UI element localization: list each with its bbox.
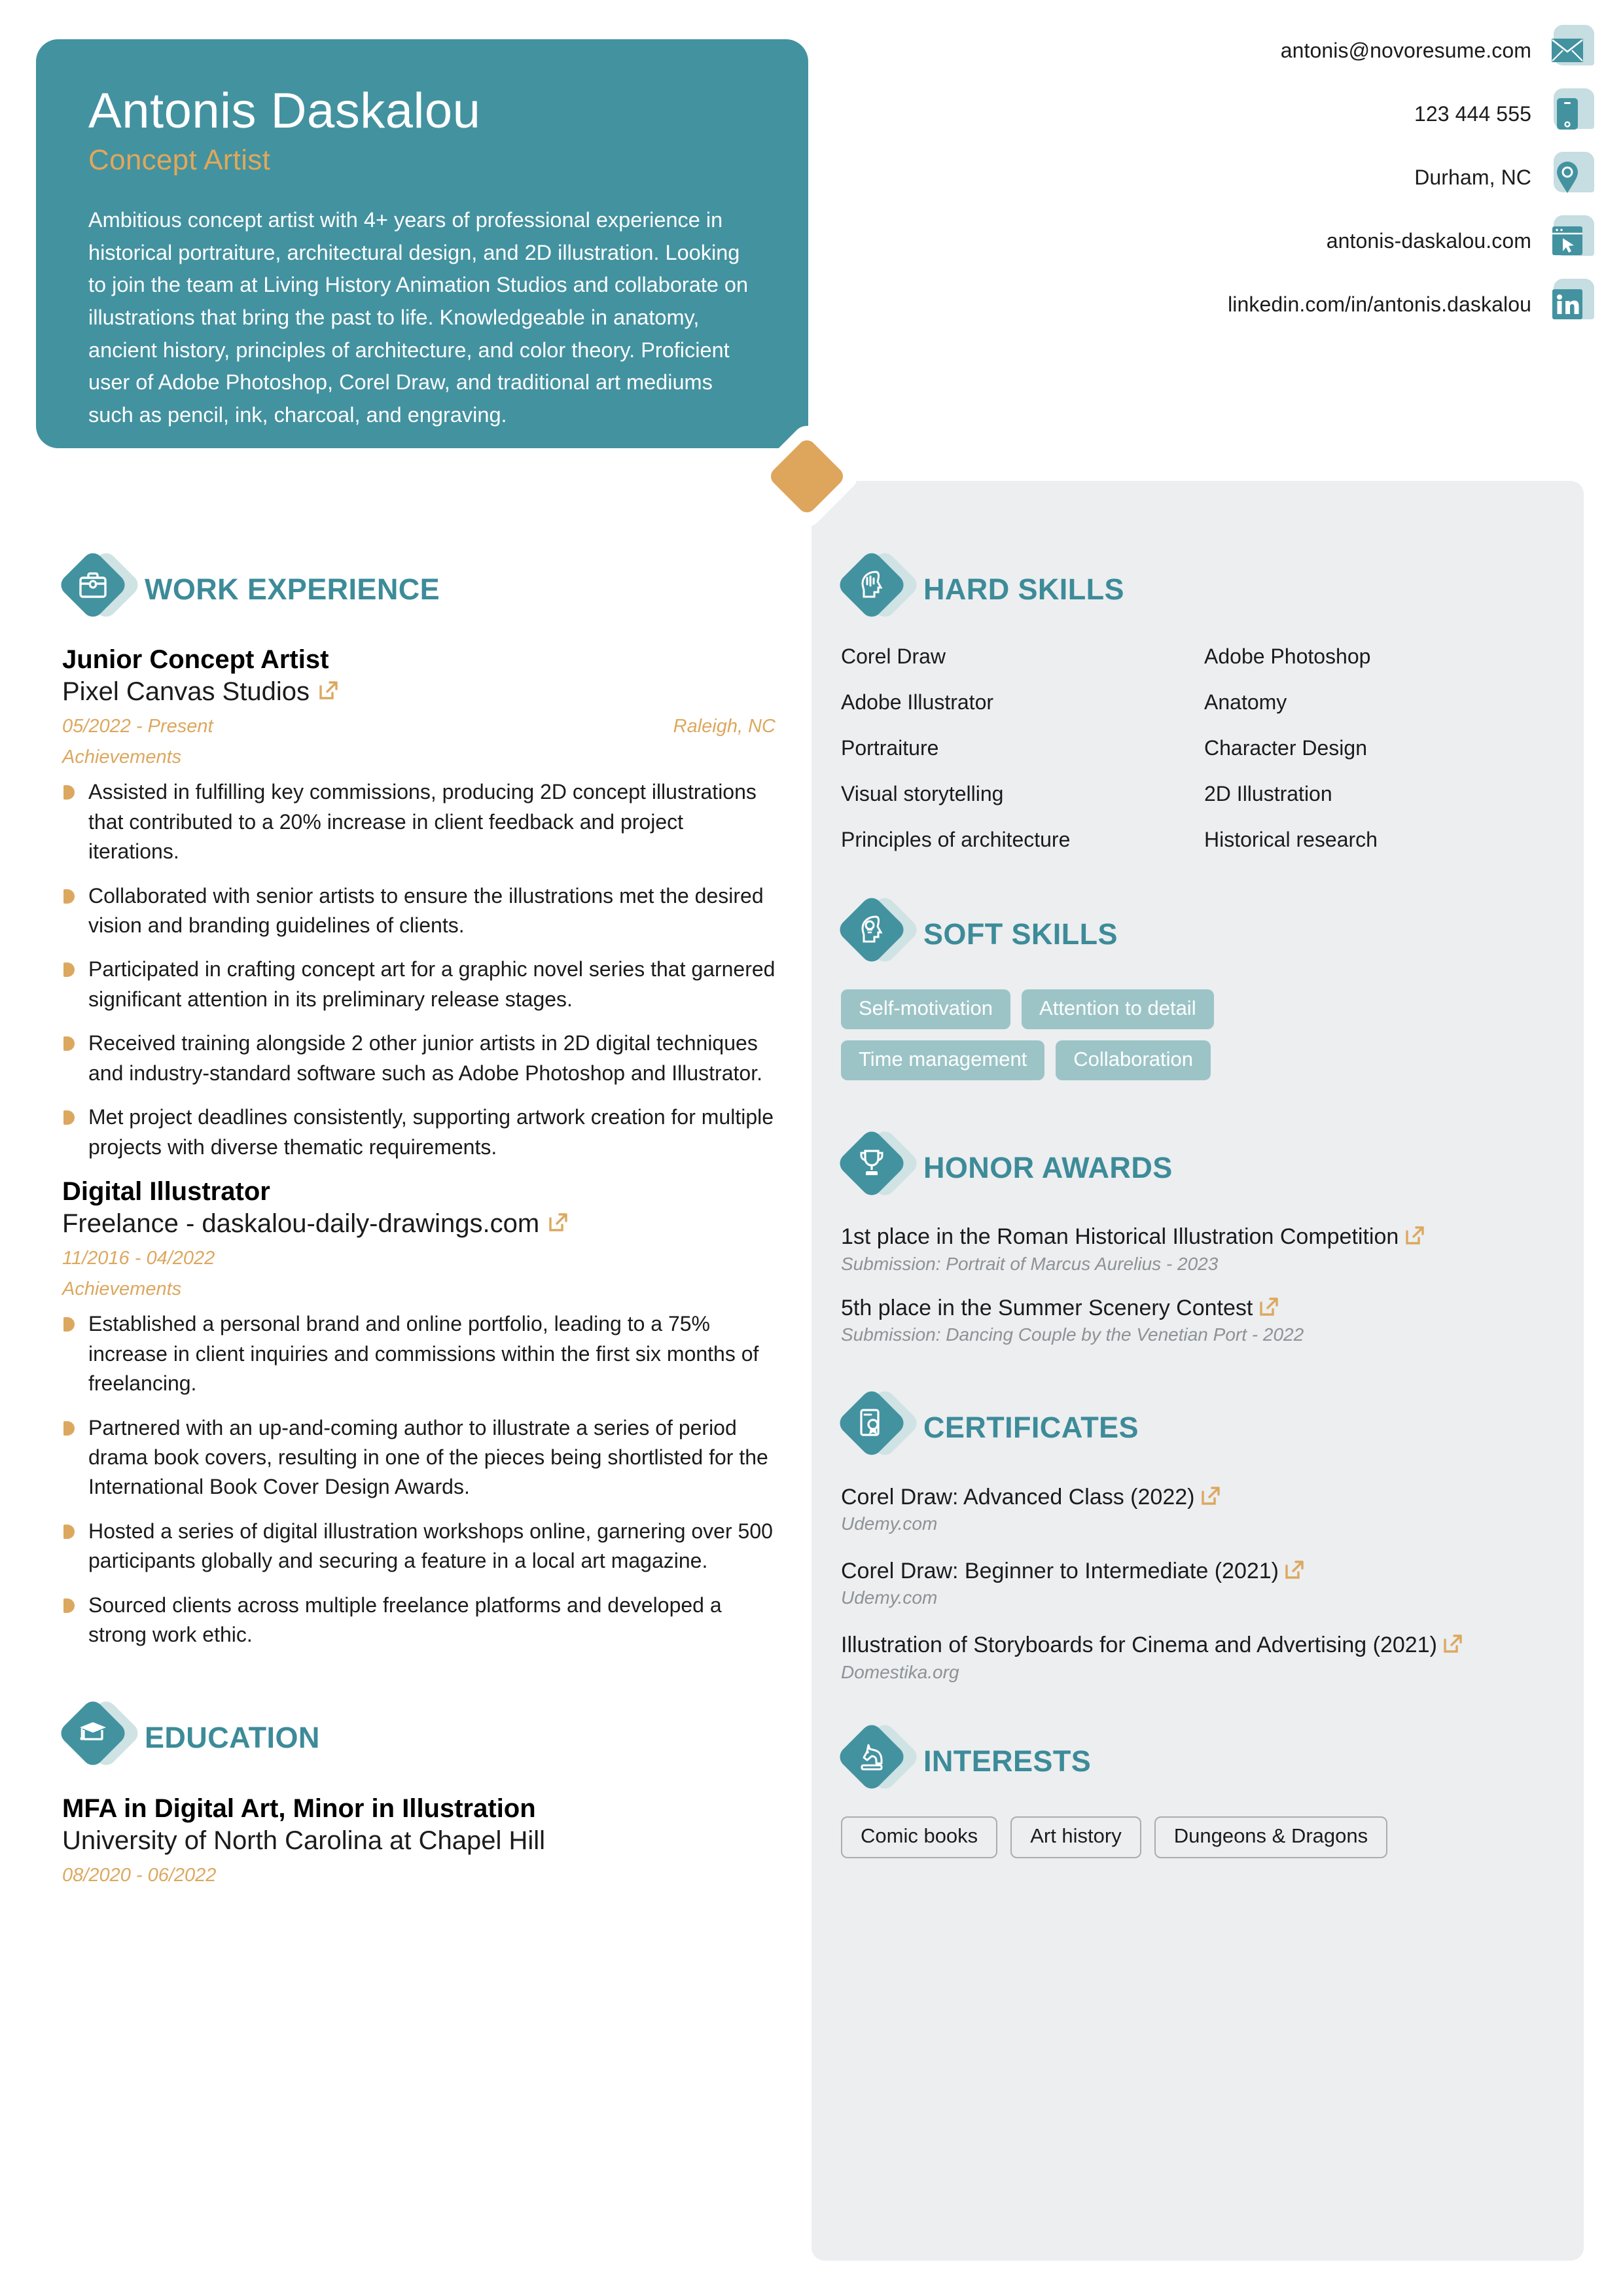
contact-row-phone[interactable] [877, 92, 1623, 135]
interest-tag: Dungeons & Dragons [1154, 1816, 1387, 1858]
certificate-provider: Domestika.org [841, 1661, 959, 1682]
interest-tag: Art history [1010, 1816, 1141, 1858]
interest-tag: Comic books [841, 1816, 997, 1858]
external-link-icon[interactable] [319, 680, 338, 700]
external-link-icon[interactable] [1201, 1486, 1221, 1506]
contact-email-value: antonis@novoresume.com [1280, 38, 1531, 62]
job-meta [62, 716, 776, 737]
head-gear-icon [841, 553, 910, 626]
briefcase-icon [62, 553, 132, 626]
job-company [62, 1207, 776, 1240]
section-title-certificates: CERTIFICATES [923, 1411, 1139, 1445]
job-title-subtitle: Concept Artist [88, 143, 271, 176]
certificate-icon-glyph [846, 1398, 897, 1449]
section-header-soft-skills [841, 898, 1554, 971]
linkedin-icon [1548, 283, 1592, 326]
certificate-title-text: Illustration of Storyboards for Cinema and Advertising (2021) [841, 1633, 1437, 1658]
job-bullet: Met project deadlines consistently, supporting artwork creation for multiple projects with diverse thematic requirements. [62, 1103, 776, 1162]
contact-row-location[interactable] [877, 156, 1623, 199]
hard-skills-grid [841, 645, 1554, 852]
trophy-icon-glyph [846, 1138, 897, 1189]
section-title-work-experience: WORK EXPERIENCE [145, 573, 440, 606]
contact-row-email[interactable] [877, 29, 1623, 72]
contact-website-value: antonis-daskalou.com [1326, 228, 1531, 253]
profile-summary: Ambitious concept artist with 4+ years of professional experience in historical portraiture, architectural design, and 2D illustration. Looking to join the team at Living History Animation Studios and collaborate on illustrations that bring the past to life. Knowledgeable in anatomy, ancient history, principles of architecture, and color theory. Proficient user of Adobe Photoshop, Corel Draw, and traditional art mediums such as pencil, ink, charcoal, and engraving. [88, 207, 749, 427]
award-entry-1 [841, 1223, 1554, 1275]
section-header-honor-awards [841, 1131, 1554, 1205]
certificate-entry-2 [841, 1557, 1554, 1608]
job-bullet: Participated in crafting concept art for a graphic novel series that garnered significant attention in its preliminary release stages. [62, 955, 776, 1014]
briefcase-icon-glyph [67, 559, 118, 610]
external-link-icon[interactable] [1259, 1297, 1279, 1316]
contact-location-value: Durham, NC [1414, 165, 1531, 189]
external-link-icon[interactable] [1443, 1634, 1463, 1653]
job-bullet: Collaborated with senior artists to ensure the illustrations met the desired vision and branding guidelines of clients. [62, 881, 776, 941]
location-pin-icon [1548, 156, 1592, 199]
page-title: Antonis Daskalou [88, 83, 481, 139]
right-column [841, 553, 1554, 1858]
section-header-education [62, 1701, 776, 1775]
job-company [62, 675, 776, 708]
email-icon [1548, 29, 1592, 72]
job-bullet: Hosted a series of digital illustration workshops online, garnering over 500 participants globally and securing a feature in a local art magazine. [62, 1517, 776, 1576]
award-title-text: 5th place in the Summer Scenery Contest [841, 1295, 1253, 1320]
section-title-interests: INTERESTS [923, 1744, 1092, 1778]
location-pin-icon-glyph [1548, 158, 1586, 196]
certificate-title [841, 1557, 1554, 1585]
soft-skill-tag: Time management [841, 1040, 1044, 1080]
certificate-title [841, 1483, 1554, 1511]
job-location: Raleigh, NC [673, 716, 776, 737]
hard-skill-item: Portraiture [841, 736, 939, 760]
certificate-title-text: Corel Draw: Beginner to Intermediate (2021) [841, 1559, 1279, 1584]
left-column [62, 553, 776, 1886]
contact-phone-value: 123 444 555 [1414, 101, 1531, 126]
head-gear-icon-glyph [846, 559, 897, 610]
achievements-label: Achievements [62, 747, 182, 768]
hard-skill-item: Historical research [1204, 828, 1378, 851]
job-meta [62, 1248, 776, 1269]
hard-skill-item: Anatomy [1204, 690, 1287, 714]
achievements-label: Achievements [62, 1279, 182, 1300]
award-subtitle: Submission: Dancing Couple by the Venetian Port - 2022 [841, 1324, 1304, 1345]
graduation-cap-icon [62, 1701, 132, 1775]
section-header-hard-skills [841, 553, 1554, 626]
chess-knight-icon-glyph [846, 1731, 897, 1782]
job-bullet: Sourced clients across multiple freelance platforms and developed a strong work ethic. [62, 1591, 776, 1650]
award-title [841, 1223, 1554, 1252]
job-bullet-list [62, 1309, 776, 1650]
certificate-icon [841, 1391, 910, 1464]
job-role: Digital Illustrator [62, 1177, 270, 1206]
job-bullet: Partnered with an up-and-coming author to illustrate a series of period drama book covers, resulting in one of the pieces being shortlisted for the International Book Cover Design Awards. [62, 1413, 776, 1502]
contact-row-website[interactable] [877, 219, 1623, 262]
hard-skill-item: 2D Illustration [1204, 782, 1332, 805]
certificate-title-text: Corel Draw: Advanced Class (2022) [841, 1485, 1195, 1510]
hard-skill-item: Adobe Photoshop [1204, 645, 1371, 668]
phone-icon-glyph [1548, 95, 1586, 133]
chess-knight-icon [841, 1725, 910, 1798]
hard-skill-item: Corel Draw [841, 645, 946, 668]
section-header-interests [841, 1725, 1554, 1798]
certificate-entry-3 [841, 1631, 1554, 1682]
education-degree: MFA in Digital Art, Minor in Illustration [62, 1793, 536, 1823]
hard-skill-item: Principles of architecture [841, 828, 1071, 851]
soft-skill-tag: Attention to detail [1022, 989, 1214, 1029]
job-dates: 05/2022 - Present [62, 716, 213, 737]
job-bullet: Assisted in fulfilling key commissions, producing 2D concept illustrations that contributed to a 20% increase in client feedback and project iterations. [62, 777, 776, 866]
lightbulb-head-icon-glyph [846, 904, 897, 955]
external-link-icon[interactable] [548, 1212, 568, 1232]
contact-row-linkedin[interactable] [877, 283, 1623, 326]
header-card [36, 39, 808, 448]
education-dates: 08/2020 - 06/2022 [62, 1864, 217, 1886]
education-school: University of North Carolina at Chapel Hill [62, 1826, 546, 1855]
job-entry-1 [62, 645, 776, 1162]
soft-skills-tag-list [841, 989, 1325, 1080]
lightbulb-head-icon [841, 898, 910, 971]
job-company-name: Pixel Canvas Studios [62, 677, 310, 707]
contact-linkedin-value: linkedin.com/in/antonis.daskalou [1228, 292, 1531, 316]
job-role: Junior Concept Artist [62, 645, 329, 674]
certificate-provider: Udemy.com [841, 1587, 938, 1608]
job-bullet: Established a personal brand and online portfolio, leading to a 75% increase in client inquiries and commissions within the first six months of freelancing. [62, 1309, 776, 1398]
phone-icon [1548, 92, 1592, 135]
job-dates: 11/2016 - 04/2022 [62, 1248, 215, 1269]
soft-skill-tag: Self-motivation [841, 989, 1010, 1029]
award-subtitle: Submission: Portrait of Marcus Aurelius - 2023 [841, 1253, 1219, 1274]
section-header-work-experience [62, 553, 776, 626]
award-entry-2 [841, 1294, 1554, 1346]
award-title [841, 1294, 1554, 1323]
website-icon [1548, 219, 1592, 262]
hard-skill-item: Adobe Illustrator [841, 690, 994, 714]
graduation-cap-icon-glyph [67, 1708, 118, 1759]
linkedin-icon-glyph [1548, 285, 1586, 323]
hard-skill-item: Character Design [1204, 736, 1367, 760]
certificate-provider: Udemy.com [841, 1513, 938, 1534]
section-title-education: EDUCATION [145, 1720, 320, 1754]
trophy-icon [841, 1131, 910, 1205]
section-title-soft-skills: SOFT SKILLS [923, 917, 1118, 951]
award-title-text: 1st place in the Roman Historical Illustration Competition [841, 1224, 1399, 1249]
job-bullet: Received training alongside 2 other junior artists in 2D digital techniques and industry-standard software such as Adobe Photoshop and Illustrator. [62, 1029, 776, 1088]
external-link-icon[interactable] [1285, 1560, 1304, 1580]
hard-skill-item: Visual storytelling [841, 782, 1004, 805]
external-link-icon[interactable] [1405, 1226, 1425, 1245]
certificate-entry-1 [841, 1483, 1554, 1534]
section-header-certificates [841, 1391, 1554, 1464]
interests-tag-list [841, 1816, 1554, 1858]
job-company-name: Freelance - daskalou-daily-drawings.com [62, 1209, 540, 1239]
section-title-hard-skills: HARD SKILLS [923, 573, 1124, 606]
website-icon-glyph [1548, 222, 1586, 260]
section-title-honor-awards: HONOR AWARDS [923, 1151, 1173, 1184]
contact-list [877, 29, 1623, 326]
education-entry-1 [62, 1793, 776, 1886]
soft-skill-tag: Collaboration [1056, 1040, 1211, 1080]
certificate-title [841, 1631, 1554, 1659]
job-entry-2 [62, 1176, 776, 1650]
email-icon-glyph [1548, 31, 1586, 69]
job-bullet-list [62, 777, 776, 1162]
